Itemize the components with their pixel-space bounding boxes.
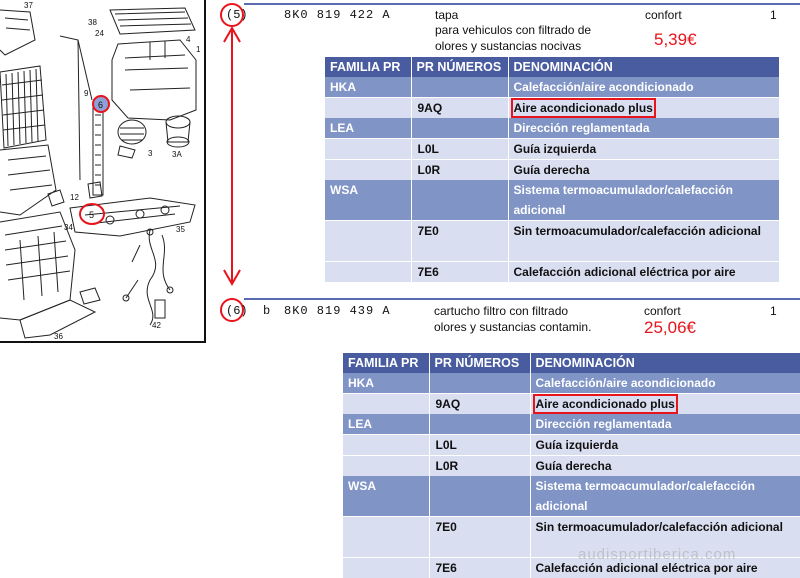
callout-35: 35 xyxy=(176,225,185,234)
cell-pr: L0R xyxy=(411,160,508,181)
highlighted-option: Aire acondicionado plus xyxy=(536,397,675,411)
callout-3a: 3A xyxy=(172,150,182,159)
cell-family xyxy=(343,435,429,456)
cell-pr: 7E0 xyxy=(429,517,530,558)
parts-diagram xyxy=(0,0,206,343)
cell-name: Guía derecha xyxy=(508,160,779,181)
cell-name: Sistema termoacumulador/calefacción adicional xyxy=(530,476,800,517)
callout-24: 24 xyxy=(95,29,104,38)
item5-quantity: 1 xyxy=(770,8,777,22)
item5-index: (5) xyxy=(226,8,248,22)
cell-family: WSA xyxy=(325,180,411,221)
item5-divider xyxy=(244,3,800,5)
table-row xyxy=(325,180,779,221)
item6-equipment: confort xyxy=(644,304,681,318)
table-row xyxy=(325,139,779,160)
col-name: DENOMINACIÓN xyxy=(530,353,800,373)
item6-options-table xyxy=(343,353,800,578)
diagram-drawing xyxy=(0,0,206,343)
table-row xyxy=(343,394,800,415)
cell-pr: 7E6 xyxy=(411,262,508,283)
table-row xyxy=(343,476,800,517)
table-header xyxy=(325,57,779,77)
cell-pr: 7E6 xyxy=(429,558,530,578)
table-row xyxy=(325,77,779,98)
cell-pr: L0L xyxy=(411,139,508,160)
cell-pr: L0L xyxy=(429,435,530,456)
cell-name: Dirección reglamentada xyxy=(530,414,800,435)
table-row xyxy=(325,118,779,139)
item5-options-table xyxy=(325,57,780,282)
callout-42: 42 xyxy=(152,321,161,330)
item6-desc-1: cartucho filtro con filtrado xyxy=(434,304,568,318)
cell-pr xyxy=(429,373,530,394)
cell-family xyxy=(325,98,411,119)
item5-desc-2: para vehiculos con filtrado de xyxy=(435,23,591,37)
item5-desc-1: tapa xyxy=(435,8,458,22)
cell-pr xyxy=(429,476,530,517)
item5-equipment: confort xyxy=(645,8,682,22)
cell-family: HKA xyxy=(325,77,411,98)
col-family: FAMILIA PR xyxy=(325,57,411,77)
callout-38: 38 xyxy=(88,18,97,27)
item6-prefix: b xyxy=(263,304,270,318)
callout-4: 4 xyxy=(186,35,191,44)
cell-name: Calefacción/aire acondicionado xyxy=(508,77,779,98)
cell-family xyxy=(325,262,411,283)
callout-1: 1 xyxy=(196,45,201,54)
cell-name: Calefacción adicional eléctrica por aire xyxy=(530,558,800,578)
callout-37: 37 xyxy=(24,1,33,10)
col-pr: PR NÚMEROS xyxy=(411,57,508,77)
callout-5: 5 xyxy=(89,210,94,220)
cell-pr xyxy=(429,414,530,435)
cell-name: Sistema termoacumulador/calefacción adicional xyxy=(508,180,779,221)
cell-family: LEA xyxy=(343,414,429,435)
cell-name: Guía derecha xyxy=(530,456,800,477)
callout-9: 9 xyxy=(84,89,89,98)
cell-family: LEA xyxy=(325,118,411,139)
cell-family xyxy=(325,160,411,181)
col-name: DENOMINACIÓN xyxy=(508,57,779,77)
item5-desc-3: olores y sustancias nocivas xyxy=(435,39,581,53)
item5-price: 5,39€ xyxy=(654,30,697,50)
cell-family: HKA xyxy=(343,373,429,394)
item6-quantity: 1 xyxy=(770,304,777,318)
table-row xyxy=(325,160,779,181)
cell-name: Dirección reglamentada xyxy=(508,118,779,139)
double-arrow xyxy=(215,0,245,330)
table-row xyxy=(343,414,800,435)
cell-pr xyxy=(411,180,508,221)
cell-name: Guía izquierda xyxy=(508,139,779,160)
callout-6: 6 xyxy=(98,100,103,110)
cell-name: Sin termoacumulador/calefacción adicional xyxy=(508,221,779,262)
col-pr: PR NÚMEROS xyxy=(429,353,530,373)
highlighted-option: Aire acondicionado plus xyxy=(514,101,653,115)
table-row xyxy=(325,98,779,119)
table-row xyxy=(325,221,779,262)
item6-divider xyxy=(244,298,800,300)
cell-pr: 9AQ xyxy=(411,98,508,119)
cell-name: Guía izquierda xyxy=(530,435,800,456)
callout-36: 36 xyxy=(54,332,63,341)
item5-part-number[interactable]: 8K0 819 422 A xyxy=(284,8,391,22)
table-row xyxy=(325,262,779,283)
cell-family xyxy=(343,456,429,477)
cell-pr: 9AQ xyxy=(429,394,530,415)
item6-part-number[interactable]: 8K0 819 439 A xyxy=(284,304,391,318)
item6-price: 25,06€ xyxy=(644,318,696,338)
table-row xyxy=(343,456,800,477)
table-row xyxy=(343,373,800,394)
watermark: audisportiberica.com xyxy=(578,546,736,563)
callout-12: 12 xyxy=(70,193,79,202)
cell-name: Sin termoacumulador/calefacción adicional xyxy=(530,517,800,558)
item6-index: (6) xyxy=(226,304,248,318)
cell-family xyxy=(343,517,429,558)
cell-name: Calefacción/aire acondicionado xyxy=(530,373,800,394)
cell-name: Calefacción adicional eléctrica por aire xyxy=(508,262,779,283)
cell-pr xyxy=(411,118,508,139)
cell-pr: L0R xyxy=(429,456,530,477)
cell-family xyxy=(343,394,429,415)
cell-family xyxy=(325,221,411,262)
col-family: FAMILIA PR xyxy=(343,353,429,373)
cell-pr xyxy=(411,77,508,98)
callout-34: 34 xyxy=(64,223,73,232)
callout-3: 3 xyxy=(148,149,153,158)
cell-family: WSA xyxy=(343,476,429,517)
table-row xyxy=(343,435,800,456)
cell-pr: 7E0 xyxy=(411,221,508,262)
cell-family xyxy=(325,139,411,160)
item6-desc-2: olores y sustancias contamin. xyxy=(434,320,591,334)
table-header xyxy=(343,353,800,373)
